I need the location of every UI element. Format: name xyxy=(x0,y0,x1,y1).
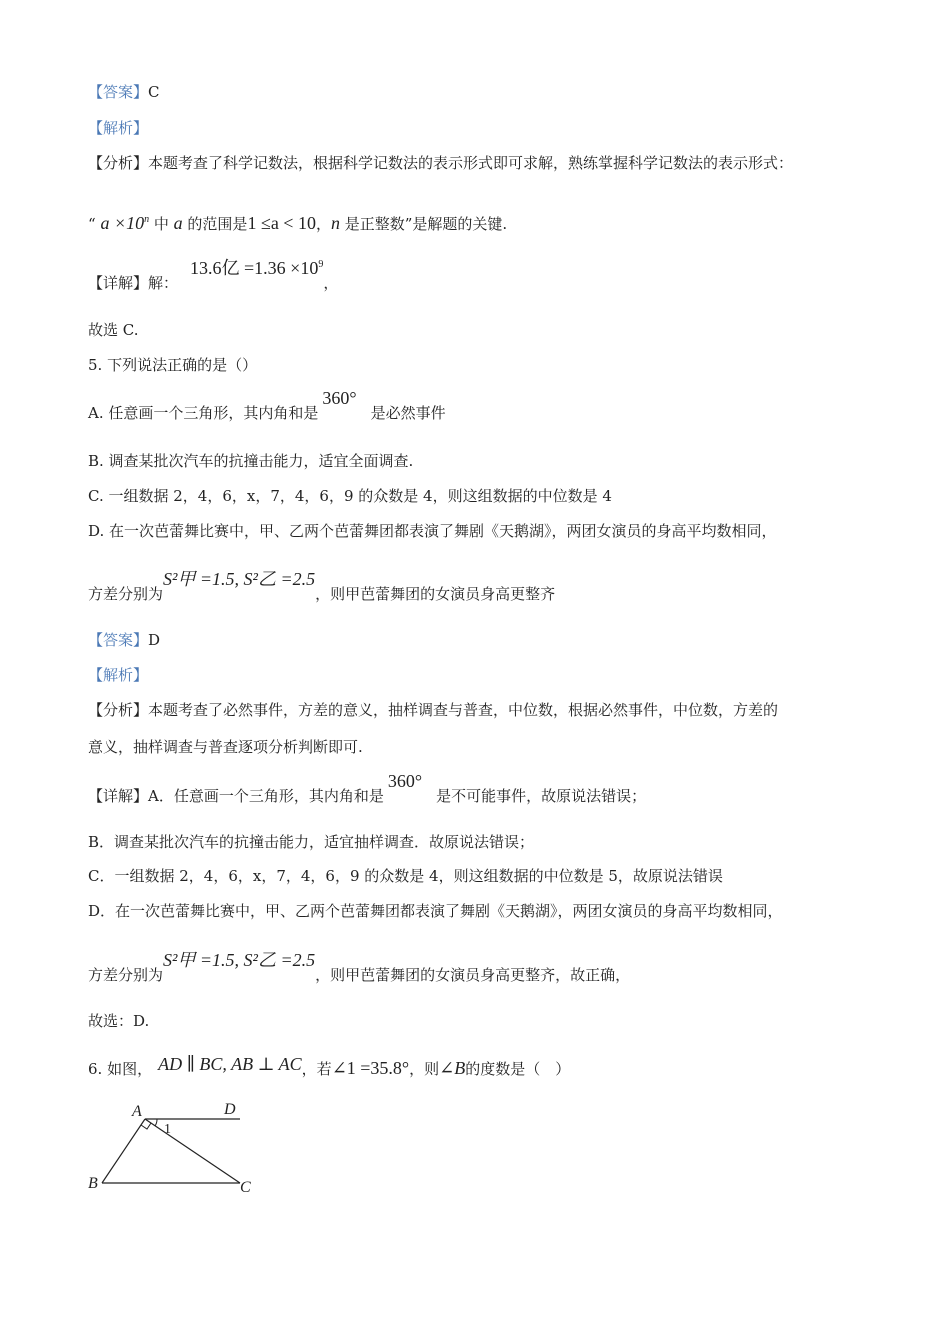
label-d: D xyxy=(224,1101,236,1118)
stem-math-3: ∠B xyxy=(439,1058,466,1078)
q4-fenxi-line-1 xyxy=(88,153,793,173)
q4-fenxi-line-2 xyxy=(88,213,507,234)
fenxi-text: 本题考查了必然事件，方差的意义，抽样调查与普查，中位数，根据必然事件，中位数，方差的 xyxy=(148,701,779,719)
fenxi-text: 本题考查了科学记数法，根据科学记数法的表示形式即可求解，熟练掌握科学记数法的表示形式： xyxy=(148,154,794,172)
detail-prefix: 解： xyxy=(148,274,179,292)
q6-stem xyxy=(88,1054,571,1079)
stem-math-1: AD ∥ BC, AB ⊥ AC xyxy=(158,1054,302,1074)
quote-open: “ xyxy=(88,215,96,233)
detail-d-math: S²甲 =1.5, S²乙 =2.5 xyxy=(163,950,316,970)
option-d-prefix: 方差分别为 xyxy=(88,585,164,603)
detail-math xyxy=(190,258,323,278)
detail-tag: 【详解】 xyxy=(88,274,149,292)
answer-value: C xyxy=(148,83,160,101)
q5-answer-line xyxy=(88,630,160,650)
option-a-prefix: A. 任意画一个三角形，其内角和是 xyxy=(88,404,319,422)
text-suffix: 是正整数”是解题的关键. xyxy=(339,215,508,233)
math-sci-base: a ×10 xyxy=(100,213,145,233)
option-d-suffix: ，则甲芭蕾舞团的女演员身高更整齐 xyxy=(315,585,556,603)
q4-answer-line xyxy=(88,82,160,102)
math-a: a xyxy=(173,213,183,233)
option-a-math: 360° xyxy=(322,388,357,408)
answer-tag: 【答案】 xyxy=(88,83,149,101)
stem-prefix: 6. 如图， xyxy=(88,1060,153,1078)
q4-analysis-tag: 【解析】 xyxy=(88,119,149,137)
detail-tag: 【详解】 xyxy=(88,787,149,805)
option-a-suffix: 是必然事件 xyxy=(370,404,446,422)
stem-math-2: ∠1 =35.8° xyxy=(331,1058,410,1078)
q5-option-a xyxy=(88,388,446,423)
q5-detail-a xyxy=(88,771,647,806)
stem-mid: ，若 xyxy=(301,1060,332,1078)
q5-option-c: C. 一组数据 2，4，6，x，7，4，6，9 的众数是 4，则这组数据的中位数是 4 xyxy=(88,487,612,505)
detail-a-suffix: 是不可能事件，故原说法错误； xyxy=(436,787,647,805)
q4-conclusion: 故选 C. xyxy=(88,321,139,339)
text-mid3: ， xyxy=(315,215,331,233)
q5-fenxi-line-1 xyxy=(88,700,778,720)
answer-tag: 【答案】 xyxy=(88,631,149,649)
segment-ac xyxy=(145,1119,240,1183)
math-range: 1 ≤a < 10 xyxy=(247,213,316,233)
q5-option-d-line-1: D. 在一次芭蕾舞比赛中，甲、乙两个芭蕾舞团都表演了舞剧《天鹅湖》，两团女演员的身高平均数相同， xyxy=(88,522,777,540)
label-c: C xyxy=(240,1179,251,1196)
label-a: A xyxy=(132,1103,142,1120)
fenxi-tag: 【分析】 xyxy=(88,701,149,719)
right-angle-mark xyxy=(141,1123,151,1129)
q5-detail-c: C．一组数据 2，4，6，x，7，4，6，9 的众数是 4，则这组数据的中位数是 5，故原说法错误 xyxy=(88,867,723,885)
text-mid1: 中 xyxy=(149,215,174,233)
answer-value: D xyxy=(148,631,161,649)
angle-1-arc xyxy=(155,1119,157,1126)
math-sci-exp: n xyxy=(144,214,150,225)
detail-d-suffix: ，则甲芭蕾舞团的女演员身高更整齐，故正确， xyxy=(315,966,631,984)
detail-math-exp: 9 xyxy=(318,259,324,270)
q5-detail-d-line-1: D．在一次芭蕾舞比赛中，甲、乙两个芭蕾舞团都表演了舞剧《天鹅湖》，两团女演员的身高平均数相同， xyxy=(88,902,783,920)
segment-ab xyxy=(102,1119,145,1183)
q5-option-b: B. 调查某批次汽车的抗撞击能力，适宜全面调查. xyxy=(88,452,414,470)
detail-d-prefix: 方差分别为 xyxy=(88,966,164,984)
fenxi-tag: 【分析】 xyxy=(88,154,149,172)
q5-option-d-line-2 xyxy=(88,569,556,604)
math-n: n xyxy=(330,213,340,233)
label-angle-1: 1 xyxy=(164,1122,171,1137)
text-mid2: 的范围是 xyxy=(182,215,248,233)
detail-suffix: ， xyxy=(323,274,339,292)
q5-detail-d-line-2 xyxy=(88,950,631,985)
q5-analysis-tag: 【解析】 xyxy=(88,666,149,684)
option-d-math: S²甲 =1.5, S²乙 =2.5 xyxy=(163,569,316,589)
math-sci-notation xyxy=(100,213,149,233)
detail-a-prefix: A．任意画一个三角形，其内角和是 xyxy=(148,787,384,805)
detail-math-base: 13.6亿 =1.36 ×10 xyxy=(190,258,319,278)
detail-a-math: 360° xyxy=(387,771,423,791)
geometry-figure xyxy=(80,1095,280,1205)
q5-conclusion: 故选：D. xyxy=(88,1012,150,1030)
q5-fenxi-line-2: 意义，抽样调查与普查逐项分析判断即可. xyxy=(88,738,363,756)
label-b: B xyxy=(88,1175,98,1192)
q5-stem: 5. 下列说法正确的是（） xyxy=(88,356,258,374)
stem-mid2: ，则 xyxy=(409,1060,440,1078)
stem-suffix: 的度数是（ ） xyxy=(465,1060,571,1078)
q5-detail-b: B．调查某批次汽车的抗撞击能力，适宜抽样调查．故原说法错误； xyxy=(88,833,535,851)
